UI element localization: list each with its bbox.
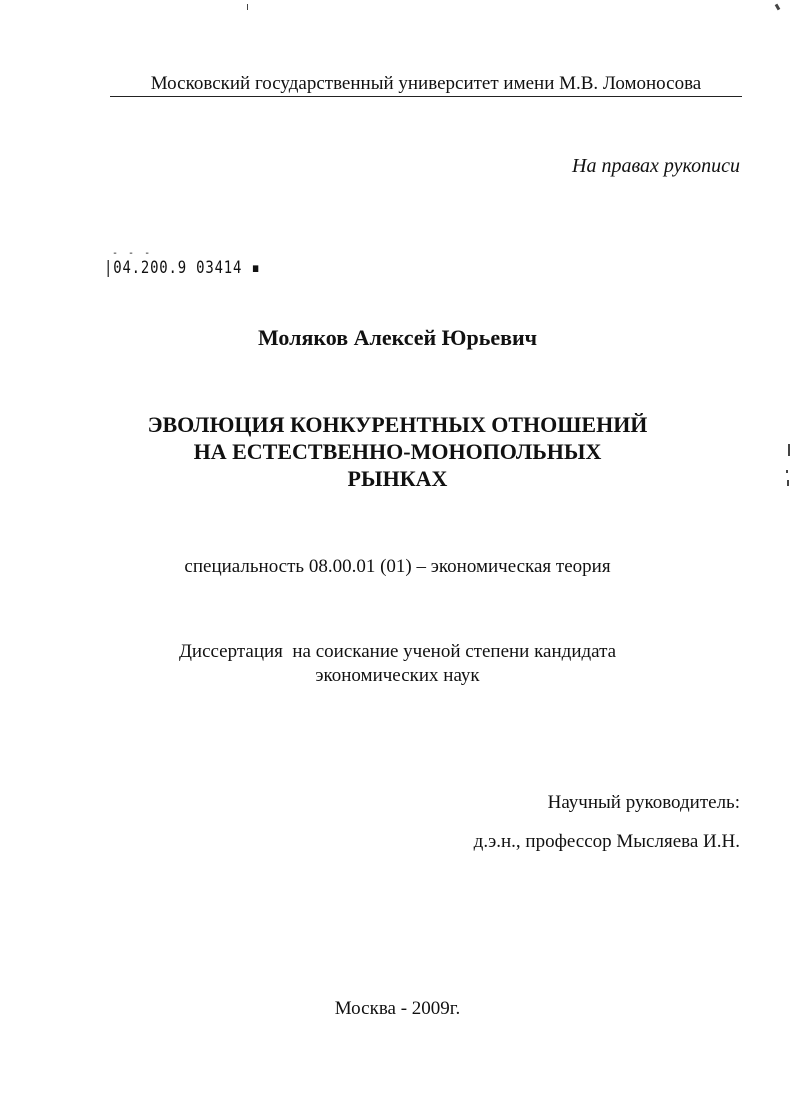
scan-artifact <box>775 4 781 11</box>
scan-artifact <box>786 470 788 473</box>
title-line-1: ЭВОЛЮЦИЯ КОНКУРЕНТНЫХ ОТНОШЕНИЙ <box>147 412 648 437</box>
catalog-number-text: 04.200.9 03414 <box>113 258 243 278</box>
specialty: специальность 08.00.01 (01) – экономическая теория <box>184 556 611 577</box>
degree-line-1: Диссертация на соискание ученой степени кандидата <box>178 641 617 662</box>
scan-artifact <box>787 480 789 486</box>
dissertation-degree <box>0 640 795 688</box>
author-name: Моляков Алексей Юрьевич <box>257 325 538 350</box>
dissertation-title <box>0 411 795 492</box>
university-header: Московский государственный университет имени М.В. Ломоносова <box>150 73 702 94</box>
stamp-marks: - - - <box>112 248 153 259</box>
city-year: Москва - 2009г. <box>334 998 461 1019</box>
rights-note: На правах рукописи <box>572 155 740 177</box>
scan-artifact <box>788 444 790 456</box>
degree-line-2: экономических наук <box>315 665 480 686</box>
catalog-number: |04.200.9 03414 ▪ <box>104 258 261 278</box>
title-line-3: РЫНКАХ <box>347 466 448 491</box>
scan-artifact <box>247 4 248 10</box>
title-line-2: НА ЕСТЕСТВЕННО-МОНОПОЛЬНЫХ <box>193 439 602 464</box>
supervisor-name: д.э.н., профессор Мысляева И.Н. <box>473 831 740 852</box>
header-divider <box>110 96 742 97</box>
supervisor-label: Научный руководитель: <box>547 792 740 813</box>
